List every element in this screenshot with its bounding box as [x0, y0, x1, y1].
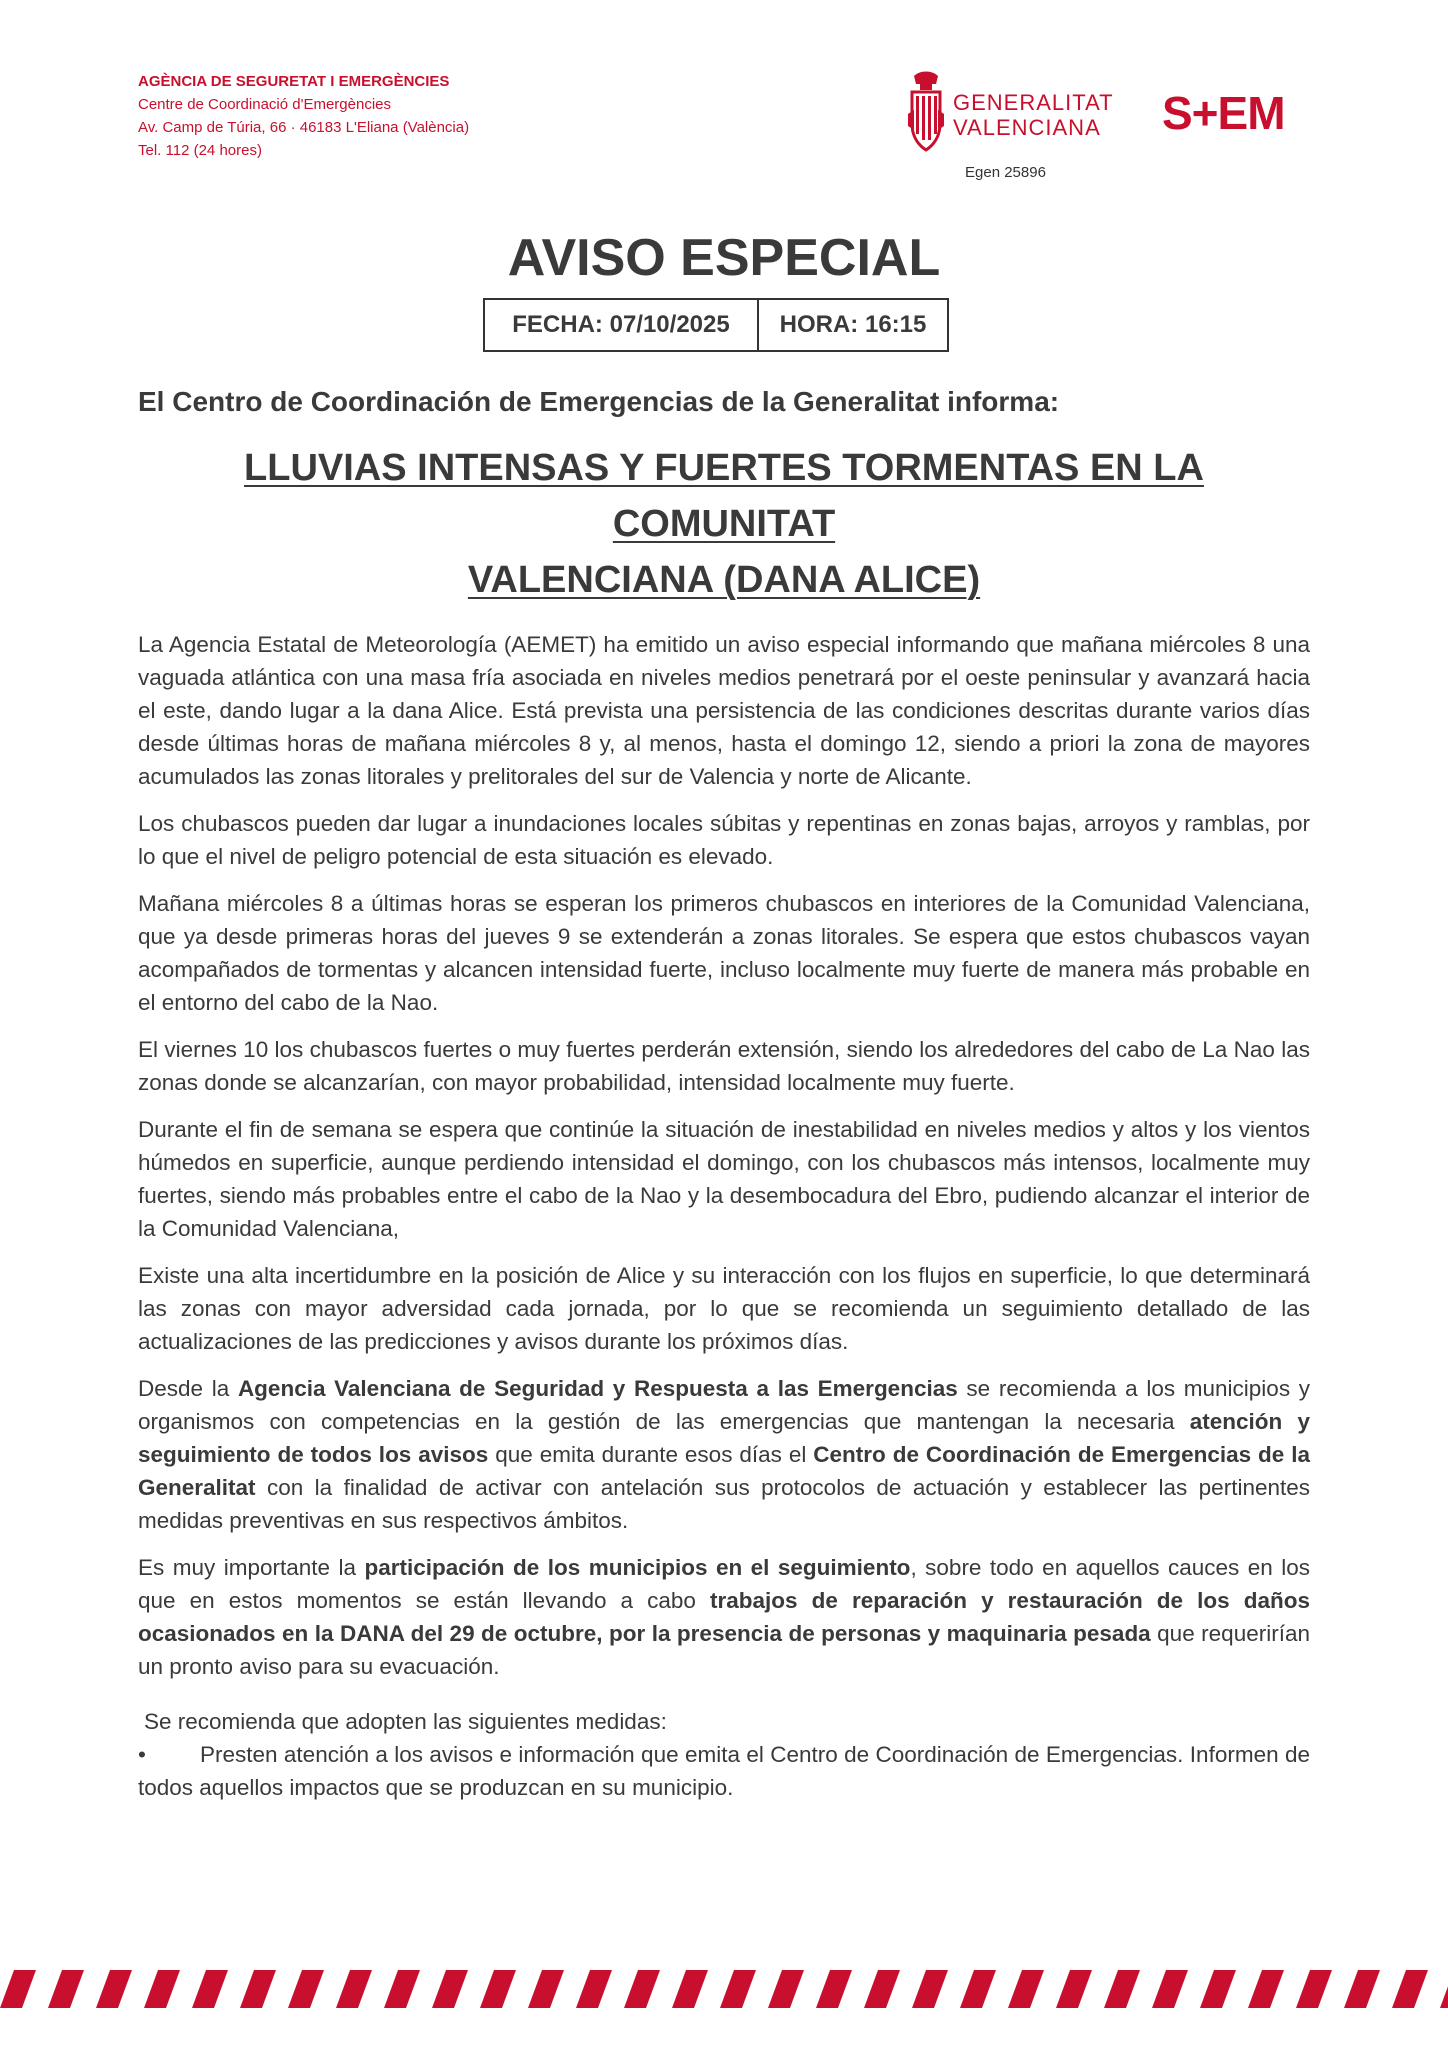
footer-stripe — [0, 1970, 1448, 2008]
paragraph-7 — [138, 1372, 1310, 1537]
bullet-text: Presten atención a los avisos e información que emita el Centro de Coordinación de Emergencias. Informen de todos aquellos impactos que se produzcan en su municipio. — [138, 1742, 1310, 1800]
logo-gv-line2: VALENCIANA — [953, 115, 1101, 140]
org-name: AGÈNCIA DE SEGURETAT I EMERGÈNCIES — [138, 73, 450, 90]
headline-line-2: VALENCIANA (DANA ALICE) — [467, 559, 981, 601]
org-block — [138, 70, 698, 162]
paragraph-4: El viernes 10 los chubascos fuertes o muy fuertes perderán extensión, siendo los alrededores del cabo de La Nao las zonas donde se alcanzarían, con mayor probabilidad, intensidad localmente muy fuerte. — [138, 1037, 1310, 1095]
p7-text-1: Desde la — [138, 1376, 238, 1401]
p7-bold-1: Agencia Valenciana de Seguridad y Respuesta a las Emergencias — [237, 1376, 958, 1401]
bullet-icon: • — [138, 1742, 146, 1767]
org-address: Av. Camp de Túria, 66 · 46183 L'Eliana (València) — [138, 119, 470, 136]
bullet-item — [138, 1738, 1310, 1804]
sem-logo: S+EM — [1162, 87, 1285, 139]
page-title: AVISO ESPECIAL — [507, 229, 941, 287]
p8-bold-1: participación de los municipios en el seguimiento — [364, 1555, 911, 1580]
time-field: HORA: 16:15 — [779, 311, 927, 338]
egen-code: Egen 25896 — [965, 164, 1046, 181]
generalitat-logo — [906, 70, 1136, 160]
p8-bold-2: trabajos de reparación y restauración de los daños ocasionados en la DANA del 29 de octubre, por la presencia de personas y maquinaria pesada — [138, 1588, 1310, 1646]
recommend-intro: Se recomienda que adopten las siguientes medidas: — [144, 1709, 667, 1734]
paragraph-2: Los chubascos pueden dar lugar a inundaciones locales súbitas y repentinas en zonas bajas, arroyos y ramblas, por lo que el nivel de peligro potencial de esta situación es elevado. — [138, 811, 1310, 869]
body-text — [138, 628, 1310, 1818]
paragraph-8 — [138, 1551, 1310, 1683]
org-phone: Tel. 112 (24 hores) — [138, 142, 262, 159]
paragraph-6: Existe una alta incertidumbre en la posición de Alice y su interacción con los flujos en superficie, lo que determinará las zonas con mayor adversidad cada jornada, por lo que se recomienda un seguimiento detallado de las actualizaciones de las predicciones y avisos durante los próximos días. — [138, 1263, 1310, 1354]
paragraph-5: Durante el fin de semana se espera que continúe la situación de inestabilidad en niveles medios y altos y los vientos húmedos en superficie, aunque perdiendo intensidad el domingo, con los chubascos más intensos, localmente muy fuertes, siendo más probables entre el cabo de la Nao y la desembocadura del Ebro, pudiendo alcanzar el interior de la Comunidad Valenciana, — [138, 1117, 1310, 1241]
intro-line: El Centro de Coordinación de Emergencias de la Generalitat informa: — [138, 386, 1060, 417]
headline-line-1: LLUVIAS INTENSAS Y FUERTES TORMENTAS EN LA COMUNITAT — [244, 447, 1204, 545]
date-field: FECHA: 07/10/2025 — [485, 300, 759, 350]
p8-text-2: , sobre todo en aquellos cauces en los que en estos momentos se están llevando a cabo — [138, 1555, 1310, 1613]
p7-text-3: que emita durante esos días el — [488, 1442, 814, 1467]
p8-text-3: que requerirían un pronto aviso para su evacuación. — [138, 1621, 1310, 1679]
org-center: Centre de Coordinació d'Emergències — [138, 96, 392, 113]
date-box — [483, 298, 949, 352]
logo-gv-line1: GENERALITAT — [953, 90, 1114, 115]
p7-bold-3: Centro de Coordinación de Emergencias de la Generalitat — [138, 1442, 1311, 1500]
p8-text-1: Es muy importante la — [138, 1555, 365, 1580]
headline — [138, 440, 1310, 608]
paragraph-3: Mañana miércoles 8 a últimas horas se esperan los primeros chubascos en interiores de la Comunidad Valenciana, que ya desde primeras horas del jueves 9 se extenderán a zonas litorales. Se espera que estos chubascos vayan acompañados de tormentas y alcancen intensidad fuerte, incluso localmente muy fuerte de manera más probable en el entorno del cabo de la Nao. — [138, 891, 1310, 1015]
generalitat-emblem-icon — [906, 70, 946, 160]
paragraph-1: La Agencia Estatal de Meteorología (AEMET) ha emitido un aviso especial informando que mañana miércoles 8 una vaguada atlántica con una masa fría asociada en niveles medios penetrará por el oeste peninsular y avanzará hacia el este, dando lugar a la dana Alice. Está prevista una persistencia de las condiciones descritas durante varios días desde últimas horas de mañana miércoles 8 y, al menos, hasta el domingo 12, siendo a priori la zona de mayores acumulados las zonas litorales y prelitorales del sur de Valencia y norte de Alicante. — [138, 632, 1310, 789]
p7-text-4: con la finalidad de activar con antelación sus protocolos de actuación y establecer las pertinentes medidas preventivas en sus respectivos ámbitos. — [138, 1475, 1310, 1533]
p7-text-2: se recomienda a los municipios y organismos con competencias en la gestión de las emergencias que mantengan la necesaria — [138, 1376, 1311, 1434]
p7-bold-2: atención y seguimiento de todos los avisos — [138, 1409, 1310, 1467]
